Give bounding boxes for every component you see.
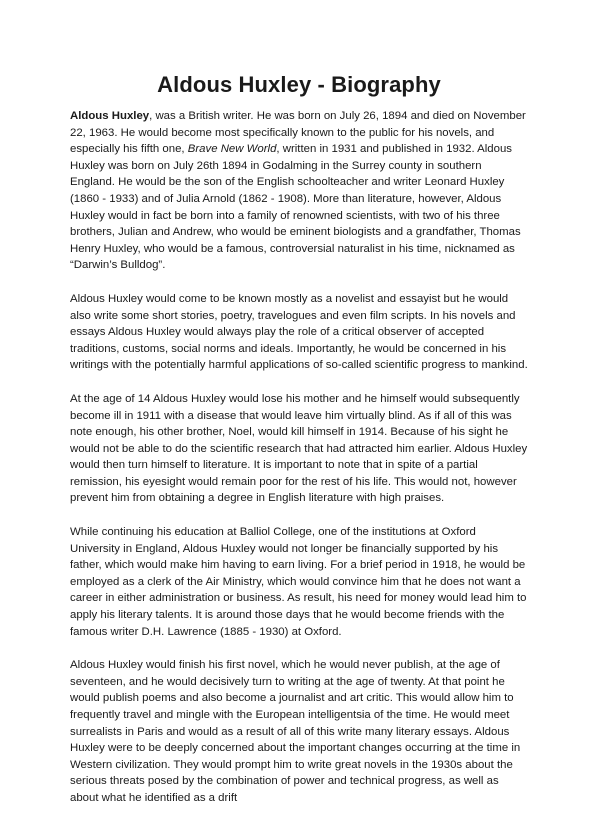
paragraph-1-italic-title: Brave New World <box>187 143 277 156</box>
paragraph-4: While continuing his education at Balliol College, one of the institutions at Oxford University in England, Aldous Huxley would not longer be financially supported by his father, which would make him having to earn living. For a brief period in 1918, he would be employed as a clerk of the Air Ministry, which would convince him that he does not want a career in either administration or business. As result, his need for money would lead him to apply his literary talents. It is around those days that he would become friends with the famous writer D.H. Lawrence (1885 - 1930) at Oxford. <box>70 526 527 638</box>
paragraph-5: Aldous Huxley would finish his first novel, which he would never publish, at the age of seventeen, and he would decisively turn to writing at the age of twenty. At that point he would publish poems and also become a journalist and art critic. This would allow him to frequently travel and mingle with the European intelligentsia of the time. He would meet surrealists in Paris and would as a result of all of this write many literary essays. Aldous Huxley were to be deeply concerned about the important changes occurring at the time in Western civilization. They would prompt him to write great novels in the 1930s about the serious threats posed by the combination of power and technical progress, as well as about what he identified as a drift <box>70 659 521 804</box>
page-title: Aldous Huxley - Biography <box>157 72 441 97</box>
document-page <box>70 72 528 824</box>
paragraph-1 <box>70 108 528 274</box>
paragraph-1-part-1: , was a British writer. He was born on July 26, 1894 and died on November 22, 1963. He would become most specifically known to the public for his novels, and especially his fifth one, <box>70 110 526 156</box>
paragraph-1-part-2: , written in 1931 and published in 1932. Aldous Huxley was born on July 26th 1894 in Godalming in the Surrey county in southern England. He would be the son of the English schoolteacher and writer Leonard Huxley (1860 - 1933) and of Julia Arnold (1862 - 1908). More than literature, however, Aldous Huxley would in fact be born into a family of renowned scientists, with two of his three brothers, Julian and Andrew, who would be eminent biologists and a grandfather, Thomas Henry Huxley, who would be a famous, controversial naturalist in his time, nicknamed as “Darwin’s Bulldog”. <box>70 143 521 272</box>
paragraph-1-bold-lead: Aldous Huxley <box>70 110 150 122</box>
paragraph-2: Aldous Huxley would come to be known mostly as a novelist and essayist but he would also write some short stories, poetry, travelogues and even film scripts. In his novels and essays Aldous Huxley would always play the role of a critical observer of accepted traditions, customs, social norms and ideals. Importantly, he would be concerned in his writings with the potentially harmful applications of so-called scientific progress to mankind. <box>70 292 528 372</box>
paragraph-3: At the age of 14 Aldous Huxley would lose his mother and he himself would subsequently become ill in 1911 with a disease that would leave him virtually blind. As if all of this was note enough, his other brother, Noel, would kill himself in 1914. Because of his sight he would not be able to do the scientific research that had attracted him earlier. Aldous Huxley would then turn himself to literature. It is important to note that in spite of a partial remission, his eyesight would remain poor for the rest of his life. This would not, however prevent him from obtaining a degree in English literature with high praises. <box>70 392 528 505</box>
